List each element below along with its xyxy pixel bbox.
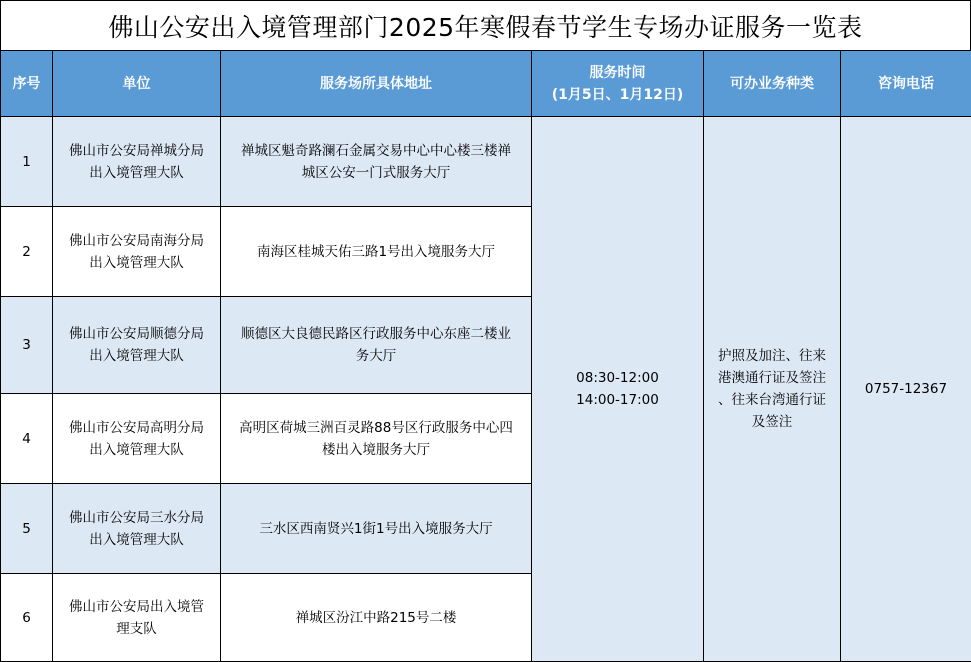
service-table (0, 50, 971, 662)
row-address (221, 297, 532, 394)
unit-line2: 出入境管理大队 (89, 441, 184, 458)
row-seq: 4 (1, 394, 53, 484)
address-line2: 城区公安一门式服务大厅 (301, 164, 451, 181)
service-time-line2: 14:00-17:00 (576, 392, 659, 408)
address-line1: 禅城区汾江中路215号二楼 (295, 609, 457, 626)
header-time (532, 51, 704, 117)
header-business: 可办业务种类 (704, 51, 841, 117)
row-unit (53, 297, 221, 394)
service-time-cell (532, 117, 704, 662)
row-unit (53, 574, 221, 662)
unit-line2: 出入境管理大队 (89, 254, 184, 271)
phone-cell: 0757-12367 (841, 117, 971, 662)
service-time-line1: 08:30-12:00 (576, 370, 659, 386)
unit-line2: 出入境管理大队 (89, 531, 184, 548)
row-seq: 2 (1, 207, 53, 297)
table-row (1, 117, 971, 207)
row-seq: 3 (1, 297, 53, 394)
row-unit (53, 394, 221, 484)
business-line4: 及签注 (751, 414, 793, 430)
row-address (221, 574, 532, 662)
row-unit (53, 484, 221, 574)
address-line2: 楼出入境服务大厅 (322, 441, 430, 458)
unit-line2: 理支队 (116, 620, 157, 637)
unit-line1: 佛山市公安局禅城分局 (69, 142, 204, 159)
row-address (221, 484, 532, 574)
row-seq: 5 (1, 484, 53, 574)
unit-line2: 出入境管理大队 (89, 164, 184, 181)
address-line1: 禅城区魁奇路澜石金属交易中心中心楼三楼禅 (241, 142, 511, 159)
header-time-line2: (1月5日、1月12日) (551, 86, 684, 103)
address-line2: 务大厅 (355, 348, 397, 364)
unit-line1: 佛山市公安局出入境管 (69, 598, 204, 615)
header-phone: 咨询电话 (841, 51, 971, 117)
header-time-line1: 服务时间 (589, 64, 646, 81)
header-unit: 单位 (53, 51, 221, 117)
business-cell (704, 117, 841, 662)
row-seq: 1 (1, 117, 53, 207)
business-line3: 、往来台湾通行证 (718, 392, 826, 408)
row-address (221, 207, 532, 297)
page-title: 佛山公安出入境管理部门2025年寒假春节学生专场办证服务一览表 (0, 0, 971, 50)
unit-line2: 出入境管理大队 (89, 348, 184, 364)
row-unit (53, 207, 221, 297)
row-address (221, 117, 532, 207)
row-unit (53, 117, 221, 207)
header-address: 服务场所具体地址 (221, 51, 532, 117)
unit-line1: 佛山市公安局三水分局 (69, 509, 204, 526)
business-line1: 护照及加注、往来 (718, 348, 826, 364)
row-address (221, 394, 532, 484)
address-line1: 高明区荷城三洲百灵路88号区行政服务中心四 (239, 419, 513, 436)
address-line1: 南海区桂城天佑三路1号出入境服务大厅 (256, 243, 496, 260)
header-row (1, 51, 971, 117)
unit-line1: 佛山市公安局南海分局 (69, 232, 204, 249)
address-line1: 三水区西南贤兴1街1号出入境服务大厅 (259, 520, 493, 537)
row-seq: 6 (1, 574, 53, 662)
header-seq: 序号 (1, 51, 53, 117)
address-line1: 顺德区大良德民路区行政服务中心东座二楼业 (241, 326, 511, 342)
business-line2: 港澳通行证及签注 (718, 370, 826, 386)
unit-line1: 佛山市公安局顺德分局 (69, 326, 204, 342)
unit-line1: 佛山市公安局高明分局 (69, 419, 204, 436)
